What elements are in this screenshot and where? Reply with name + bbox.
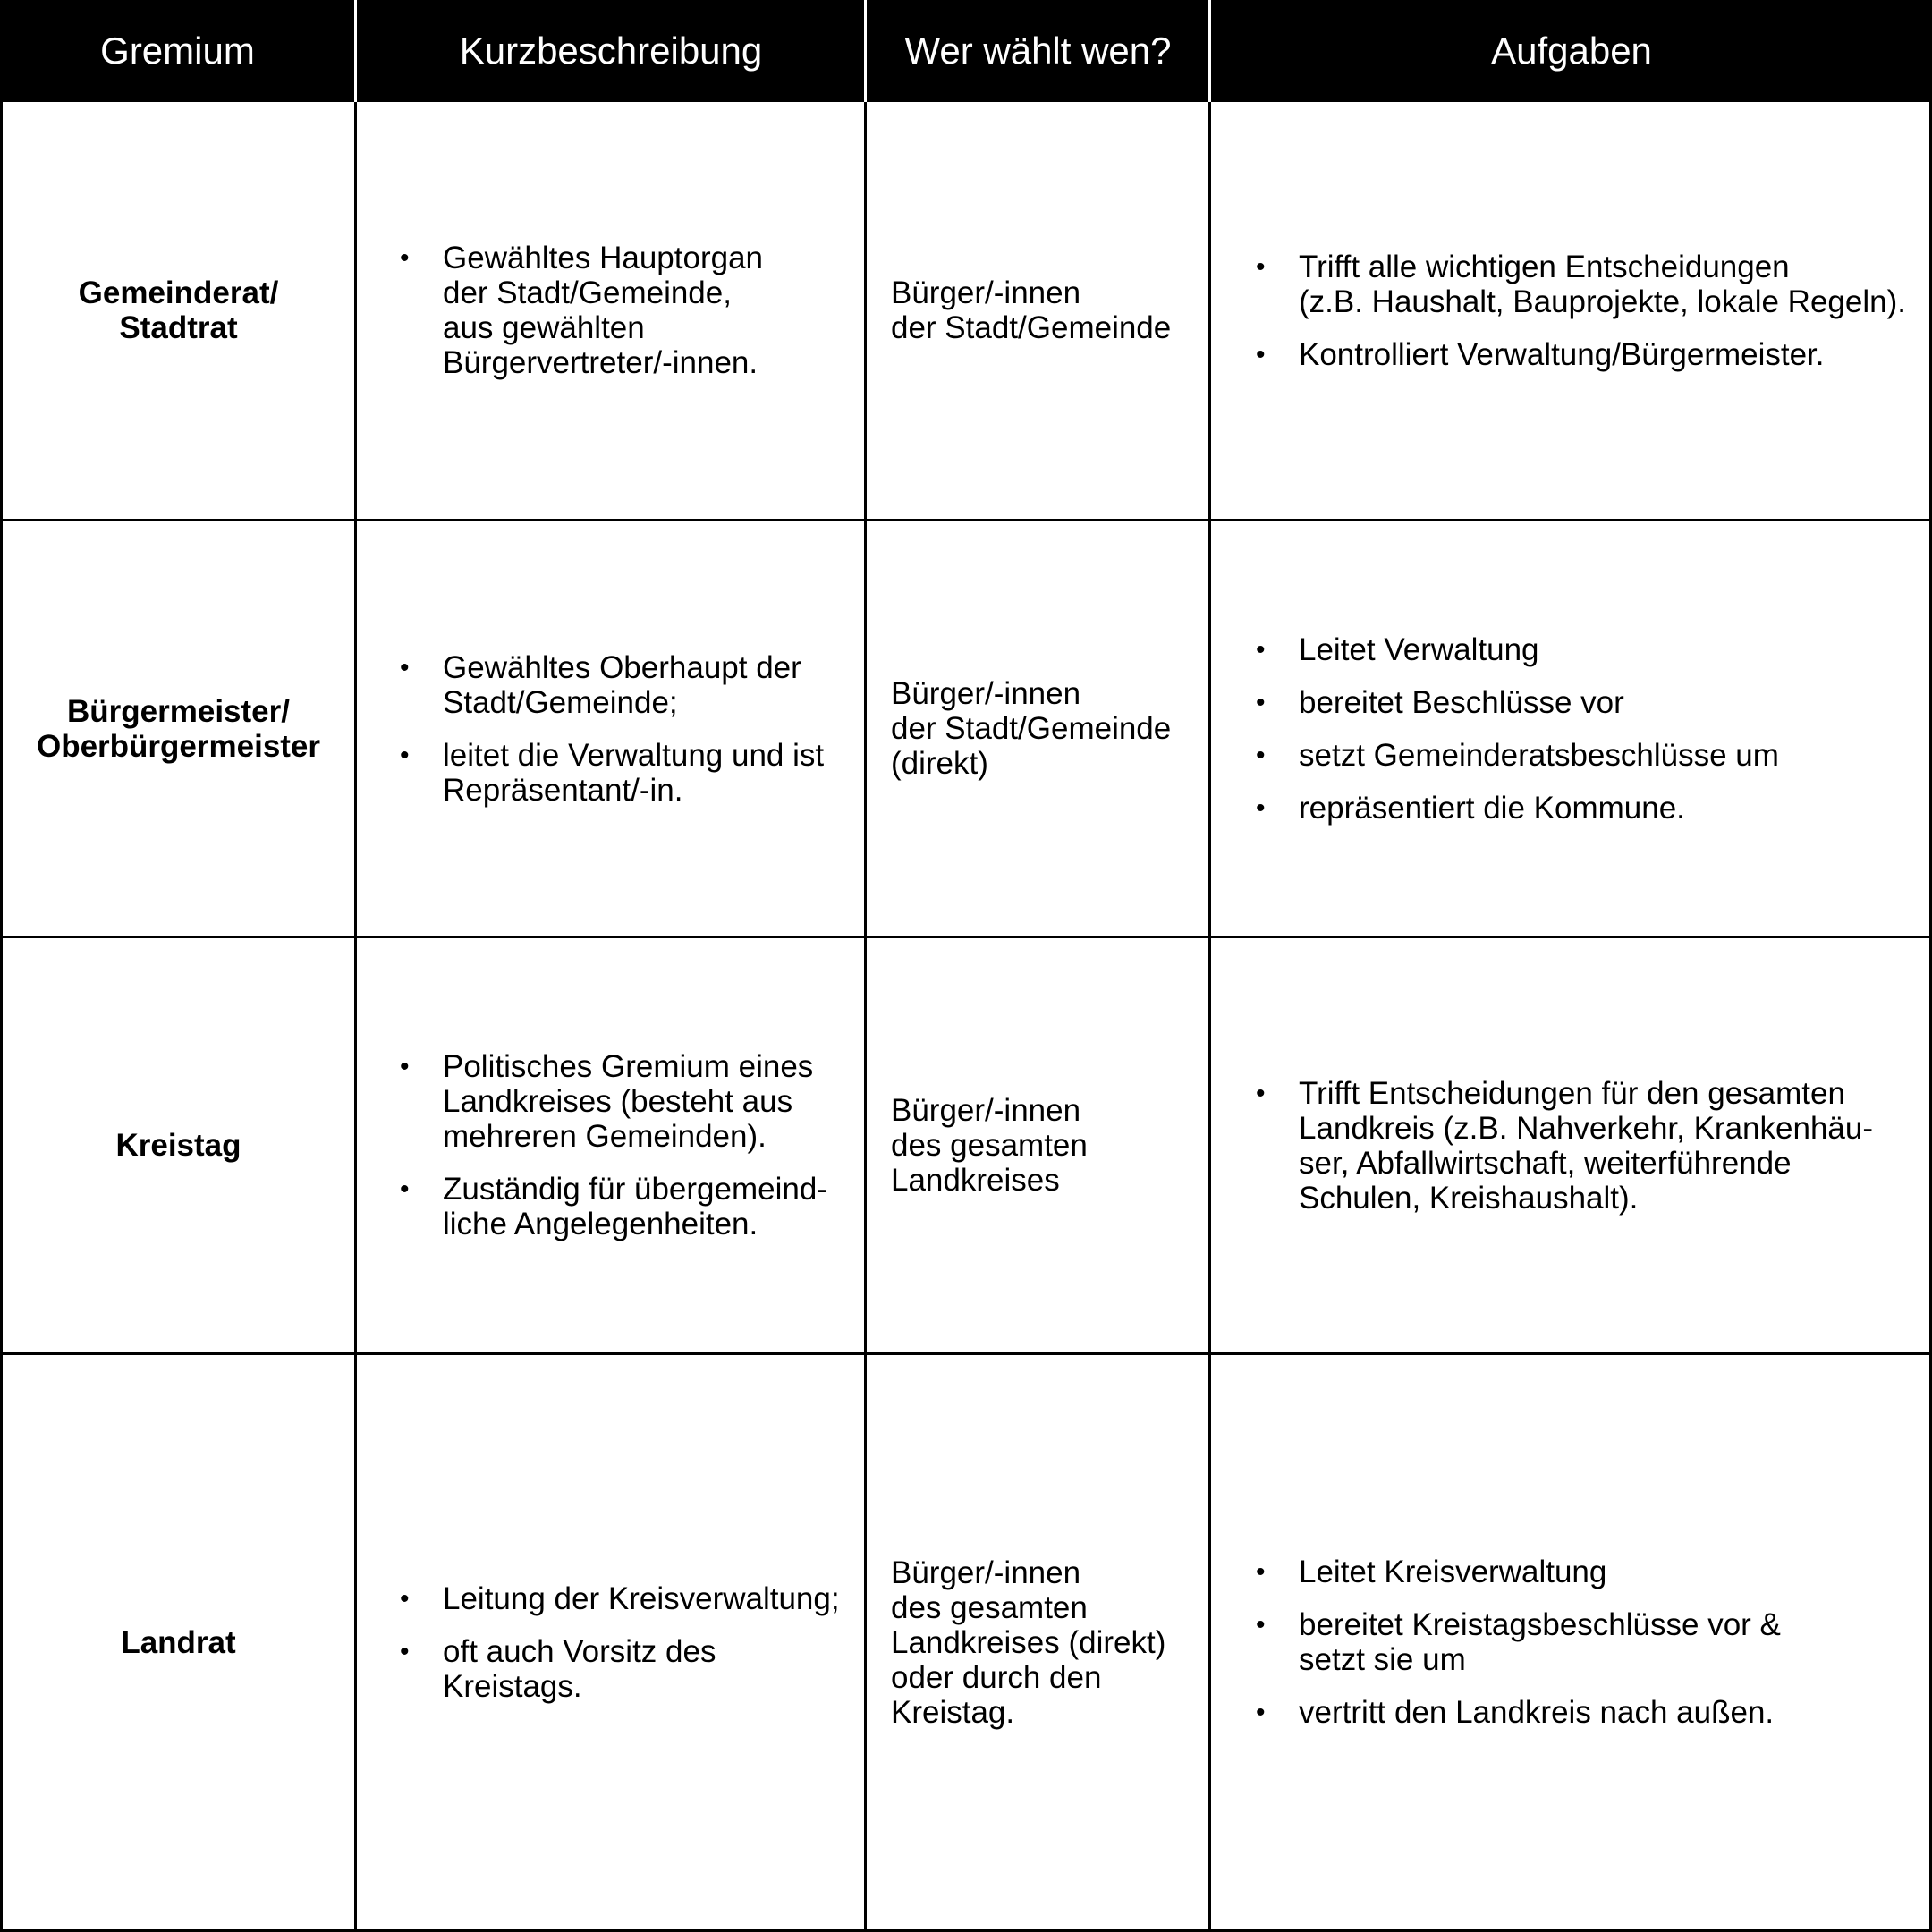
voters-text: Bürger/-innen des gesamten Landkreises bbox=[891, 1093, 1088, 1198]
table-row-desc bbox=[357, 521, 864, 936]
header-kurzbeschreibung: Kurzbeschreibung bbox=[459, 30, 763, 72]
list-item: • Leitet Kreisverwaltung bbox=[1256, 1555, 1607, 1589]
list-item: • Politisches Gremium eines Landkreises (besteht aus mehreren Gemeinden). bbox=[400, 1049, 814, 1154]
list-item: • vertritt den Landkreis nach außen. bbox=[1256, 1695, 1775, 1730]
bullet-icon: • bbox=[400, 1636, 410, 1666]
table-row-desc bbox=[357, 938, 864, 1352]
desc-list bbox=[400, 241, 763, 380]
list-item: • Zuständig für übergemeind- liche Angelegenheiten. bbox=[400, 1172, 827, 1241]
gremium-name: Landrat bbox=[121, 1624, 236, 1660]
desc-list bbox=[400, 650, 824, 808]
list-item: • bereitet Kreistagsbeschlüsse vor & setzt sie um bbox=[1256, 1607, 1781, 1677]
bullet-icon: • bbox=[1256, 687, 1266, 717]
bullet-icon: • bbox=[1256, 1698, 1266, 1727]
list-item: • setzt Gemeinderatsbeschlüsse um bbox=[1256, 737, 1779, 773]
table-header bbox=[0, 0, 1932, 102]
table-row-who bbox=[867, 1355, 1208, 1929]
bullet-icon: • bbox=[400, 1174, 410, 1204]
table-row-desc bbox=[357, 102, 864, 519]
bullet-icon: • bbox=[400, 1052, 410, 1081]
list-item: • repräsentiert die Kommune. bbox=[1256, 790, 1685, 826]
voters-text: Bürger/-innen der Stadt/Gemeinde bbox=[891, 275, 1172, 345]
list-item: • Trifft Entscheidungen für den gesamten Landkreis (z.B. Nahverkehr, Krankenhäu- ser, Abfallwirtschaft, weiterführende Schulen, Kreishaushalt). bbox=[1256, 1075, 1873, 1216]
bullet-icon: • bbox=[400, 243, 410, 273]
tasks-list bbox=[1256, 1555, 1781, 1730]
table-row-name bbox=[3, 521, 354, 936]
table-row-tasks bbox=[1211, 521, 1929, 936]
table-row-name bbox=[3, 102, 354, 519]
header-gremium: Gremium bbox=[100, 30, 255, 72]
list-item: • Gewähltes Hauptorgan der Stadt/Gemeinde, aus gewählten Bürgervertreter/-innen. bbox=[400, 241, 763, 380]
tasks-list bbox=[1256, 632, 1779, 826]
list-item: • oft auch Vorsitz des Kreistags. bbox=[400, 1633, 716, 1704]
bullet-icon: • bbox=[1256, 339, 1266, 369]
bullet-icon: • bbox=[400, 652, 410, 682]
list-item: • bereitet Beschlüsse vor bbox=[1256, 684, 1624, 720]
table-row-desc bbox=[357, 1355, 864, 1929]
gremium-name: Kreistag bbox=[115, 1128, 242, 1163]
bullet-icon: • bbox=[1256, 740, 1266, 770]
bullet-icon: • bbox=[1256, 1078, 1266, 1108]
list-item: • Kontrolliert Verwaltung/Bürgermeister. bbox=[1256, 336, 1825, 372]
list-item: • Leitung der Kreisverwaltung; bbox=[400, 1580, 840, 1616]
gremium-name: Gemeinderat/ Stadtrat bbox=[78, 275, 279, 345]
voters-text: Bürger/-innen der Stadt/Gemeinde (direkt) bbox=[891, 676, 1172, 781]
desc-list bbox=[400, 1581, 840, 1704]
bullet-icon: • bbox=[400, 740, 410, 770]
list-item: • Leitet Verwaltung bbox=[1256, 631, 1539, 667]
bullet-icon: • bbox=[1256, 1557, 1266, 1587]
desc-list bbox=[400, 1049, 827, 1241]
bullet-icon: • bbox=[1256, 792, 1266, 823]
bullet-icon: • bbox=[400, 1583, 410, 1614]
header-aufgaben: Aufgaben bbox=[1491, 30, 1652, 72]
tasks-list bbox=[1256, 250, 1906, 372]
table-row-tasks bbox=[1211, 1355, 1929, 1929]
bullet-icon: • bbox=[1256, 251, 1266, 282]
table-row-name bbox=[3, 938, 354, 1352]
table-row-who bbox=[867, 102, 1208, 519]
table-row-tasks bbox=[1211, 938, 1929, 1352]
voters-text: Bürger/-innen des gesamten Landkreises (direkt) oder durch den Kreistag. bbox=[891, 1555, 1166, 1730]
bullet-icon: • bbox=[1256, 1610, 1266, 1640]
list-item: • Gewähltes Oberhaupt der Stadt/Gemeinde; bbox=[400, 649, 801, 720]
bullet-icon: • bbox=[1256, 634, 1266, 665]
header-wer-waehlt-wen: Wer wählt wen? bbox=[904, 30, 1172, 72]
gremium-name: Bürgermeister/ Oberbürgermeister bbox=[36, 693, 321, 764]
tasks-list bbox=[1256, 1076, 1873, 1216]
table-row-tasks bbox=[1211, 102, 1929, 519]
list-item: • leitet die Verwaltung und ist Repräsentant/-in. bbox=[400, 737, 825, 808]
table-row-who bbox=[867, 938, 1208, 1352]
table-row-name bbox=[3, 1355, 354, 1929]
table-row-who bbox=[867, 521, 1208, 936]
list-item: • Trifft alle wichtigen Entscheidungen (z.B. Haushalt, Bauprojekte, lokale Regeln). bbox=[1256, 249, 1906, 319]
